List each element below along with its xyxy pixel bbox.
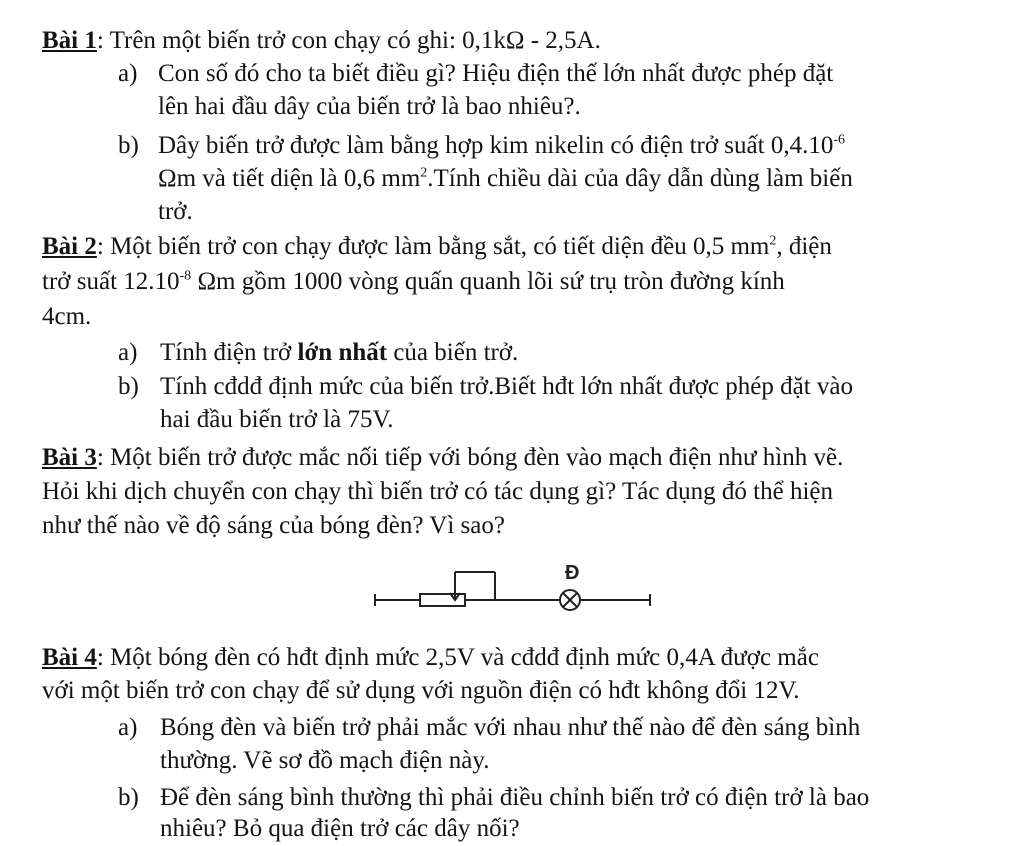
bai1-b-letter: b): [118, 132, 139, 159]
bai1-b-exp: -6: [833, 132, 846, 148]
bai2-b-line2: hai đầu biến trở là 75V.: [160, 406, 394, 433]
bai1-b-text1: Dây biến trở được làm bằng hợp kim nikelin có điện trở suất 0,4.10: [158, 132, 834, 159]
bai3-text1: : Một biến trở được mắc nối tiếp với bóng đèn vào mạch điện như hình vẽ.: [96, 444, 844, 471]
bai2-exp2: -8: [179, 268, 192, 284]
bai1-a-line2: lên hai đầu dây của biến trở là bao nhiêu?.: [158, 93, 581, 120]
bai2-a-letter: a): [118, 339, 138, 366]
bai2-b-letter: b): [118, 373, 139, 400]
bai2-line1: [42, 230, 832, 264]
bai2-b-text1: Tính cđdđ định mức của biến trở.Biết hđt lớn nhất được phép đặt vào: [160, 373, 853, 400]
bai2-a-line: [118, 336, 518, 370]
bai1-intro: : Trên một biến trở con chạy có ghi: 0,1kΩ - 2,5A.: [96, 27, 601, 54]
bai1-b-line2: [158, 162, 853, 196]
bai3-label: Bài 3: [42, 444, 97, 471]
bai1-a-line1: [118, 57, 833, 91]
bai2-line2: [42, 265, 785, 299]
bai2-line3: 4cm.: [42, 303, 92, 330]
bai2-a-bold: lớn nhất: [297, 339, 388, 366]
bai2-label: Bài 2: [42, 233, 97, 260]
bai4-a-line2: thường. Vẽ sơ đồ mạch điện này.: [160, 747, 490, 774]
bai2-text2: trở suất 12.10: [42, 268, 180, 295]
bai4-a-letter: a): [118, 714, 138, 741]
bai3-line2: Hỏi khi dịch chuyển con chạy thì biến trở có tác dụng gì? Tác dụng đó thể hiện: [42, 478, 834, 505]
bai2-a-pre: Tính điện trở: [160, 339, 298, 366]
bai2-text2-post: Ωm gồm 1000 vòng quấn quanh lõi sứ trụ tròn đường kính: [191, 268, 785, 295]
bai2-a-post: của biến trở.: [387, 339, 519, 366]
bai3-line1: [42, 441, 843, 475]
bai1-b-line1: [118, 129, 845, 163]
bai2-text1: : Một biến trở con chạy được làm bằng sắt, có tiết diện đều 0,5 mm: [96, 233, 770, 260]
bai4-text1: : Một bóng đèn có hđt định mức 2,5V và cđdđ định mức 0,4A được mắc: [96, 644, 819, 671]
bai4-a-line1: [118, 711, 860, 745]
bai1-a-letter: a): [118, 60, 138, 87]
lamp-label: Đ: [565, 562, 580, 584]
bai2-text1-post: , điện: [776, 233, 832, 260]
bai4-b-line1: [118, 781, 869, 815]
bai4-b-text1: Để đèn sáng bình thường thì phải điều chỉnh biến trở có điện trở là bao: [160, 784, 870, 811]
bai4-a-text1: Bóng đèn và biến trở phải mắc với nhau như thế nào để đèn sáng bình: [160, 714, 861, 741]
bai4-b-line2: nhiêu? Bỏ qua điện trở các dây nối?: [160, 815, 520, 842]
bai1-a-text1: Con số đó cho ta biết điều gì? Hiệu điện thế lớn nhất được phép đặt: [158, 60, 834, 87]
bai4-line1: [42, 641, 819, 675]
circuit-diagram: [360, 555, 670, 625]
bai4-label: Bài 4: [42, 644, 97, 671]
bai1-b-text2-post: .Tính chiều dài của dây dẫn dùng làm biến: [427, 165, 853, 192]
bai1-b-exp2: 2: [420, 165, 428, 181]
bai4-line2: với một biến trở con chạy để sử dụng với nguồn điện có hđt không đổi 12V.: [42, 677, 800, 704]
bai1-b-line3: trở.: [158, 198, 193, 225]
bai2-exp1: 2: [769, 233, 777, 249]
bai2-b-line1: [118, 370, 853, 404]
bai4-b-letter: b): [118, 784, 139, 811]
bai1-label: Bài 1: [42, 27, 97, 54]
bai3-line3: như thế nào về độ sáng của bóng đèn? Vì sao?: [42, 512, 505, 539]
bai1-intro-line: [42, 24, 601, 58]
bai1-b-text2: Ωm và tiết diện là 0,6 mm: [158, 165, 421, 192]
